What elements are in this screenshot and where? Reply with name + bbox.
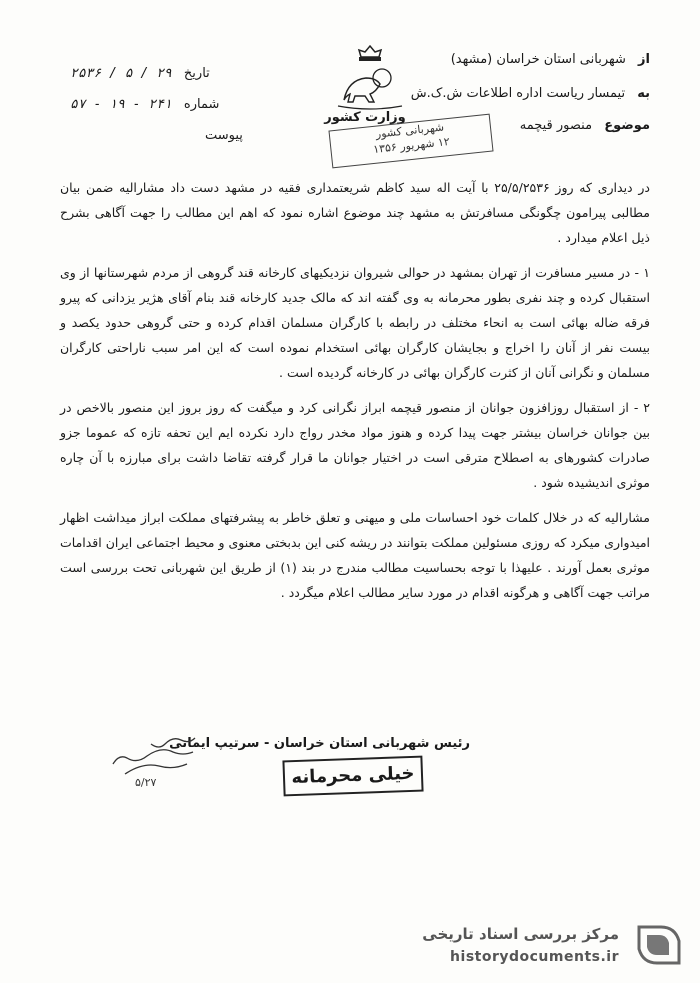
number-label: شماره xyxy=(183,97,220,112)
classification-stamp: خیلی محرمانه xyxy=(282,756,423,797)
date-value: ۲۹ / ۵ / ۲۵۳۶ xyxy=(70,66,172,81)
subject-row xyxy=(520,118,650,133)
signatory-title: رئیس شهربانی استان خراسان - سرتیپ ایمانی xyxy=(169,736,470,751)
paragraph-item-2: ۲ - از استقبال روزافزون جوانان از منصور قیچمه ابراز نگرانی کرد و میگفت که روز بروز این منصور بالاخص در بین جوانان خراسان بیشتر جهت پیدا کرده و هنوز مواد مخدر رواج دارد نکرده ایم این تحفه تازه که عموما جزو صادرات کشورهای به اصطلاح مترقی است در اختیار جوانان ما قرار گرفته تقاضا داشت برای مبارزه با آن چاره موثری اندیشیده شود . xyxy=(60,400,650,490)
watermark-title: مرکز بررسی اسناد تاریخی xyxy=(422,925,619,943)
date-label: تاریخ xyxy=(183,66,210,81)
received-stamp-line2: ۱۲ شهریور ۱۳۵۶ xyxy=(372,134,451,156)
archive-watermark xyxy=(418,915,693,975)
paragraph-item-1: ۱ - در مسیر مسافرت از تهران بمشهد در حوالی شیروان نزدیکیهای کارخانه قند گروهی از مردم شهرستانها از وی استقبال کرده و چند نفری بطور محرمانه به وی گفته اند که مالک جدید کارخانه قند بنام آقای هژیر یزدانی که پیرو فرقه ضاله بهائی است به انحاء مختلف در رابطه با کارگران مسلمان اقدام کرده و حتی گروهی حدود یکصد و بیست نفر از آنان را اخراج و بجایشان کارگران بهائی استخدام نموده است که این امر سبب ناراحتی کارگران مسلمان و نگرانی آنان از کثرت کارگران بهائی در کارخانه گردیده است . xyxy=(60,265,650,380)
subject-label: موضوع xyxy=(604,118,650,133)
date-row xyxy=(70,66,210,81)
paragraph-intro: در دیداری که روز ۲۵/۵/۲۵۳۶ با آیت اله سید کاظم شریعتمداری فقیه در مشهد دست داد مشارالیه ضمن بیان مطالبی پیرامون چگونگی مسافرتش به مشهد چند موضوع اشاره نمود که اهم این مطالب را جهت آگاهی بشرح ذیل اعلام میدارد . xyxy=(60,180,650,245)
to-label: به xyxy=(637,86,650,101)
to-value: تیمسار ریاست اداره اطلاعات ش.ک.ش xyxy=(410,86,626,101)
archive-logo-icon xyxy=(629,919,687,971)
lion-and-sun-emblem-icon xyxy=(330,42,410,112)
attachment-row xyxy=(205,128,243,143)
handwritten-date: ۵/۲۷ xyxy=(135,776,157,789)
number-row xyxy=(70,97,219,112)
from-row xyxy=(451,52,650,67)
attachment-label: پیوست xyxy=(205,128,243,143)
to-row xyxy=(411,86,650,101)
handwritten-signature-icon xyxy=(95,730,205,790)
letter-body xyxy=(60,175,650,615)
number-value: ۲۴۱ - ۱۹ - ۵۷ xyxy=(70,97,172,112)
received-stamp-line1: شهربانی کشور xyxy=(375,120,445,141)
paragraph-conclusion: مشارالیه که در خلال کلمات خود احساسات ملی و میهنی و تعلق خاطر به پیشرفتهای مملکت ابراز میداشت اظهار امیدواری میکرد که روزی مسئولین مملکت بتوانند در ریشه کنی این بدبختی معنوی و محیط اجتماعی ایران اقدامات موثری بعمل آورند . علیهذا با توجه بحساسیت مطالب مندرج در بند (۱) از طریق این شهربانی تحت بررسی است مراتب جهت آگاهی و هرگونه اقدام در مورد سایر مطالب اعلام میگردد . xyxy=(60,510,650,600)
ministry-title: وزارت کشور xyxy=(324,110,406,125)
watermark-url: historydocuments.ir xyxy=(450,949,619,965)
from-label: از xyxy=(638,52,650,67)
subject-value: منصور قیچمه xyxy=(519,118,593,133)
from-value: شهربانی استان خراسان (مشهد) xyxy=(450,52,626,67)
